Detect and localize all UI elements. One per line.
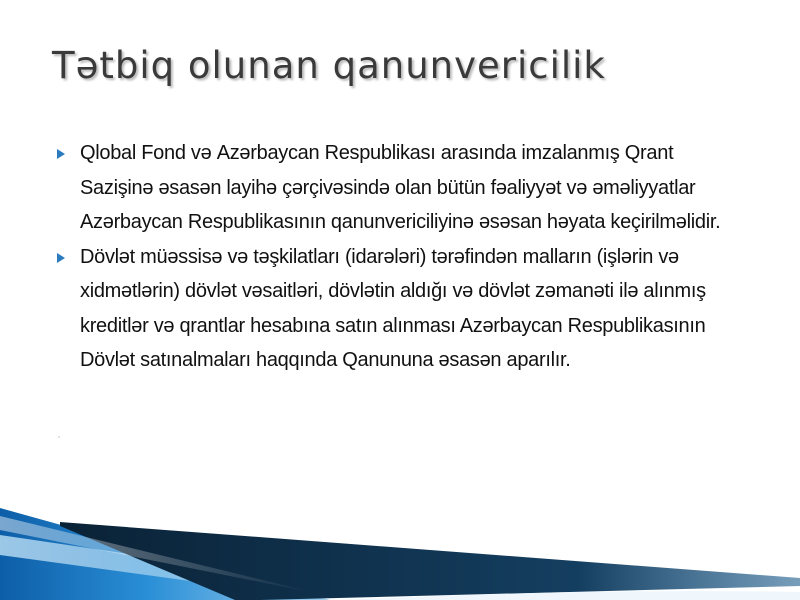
slide-title: Tətbiq olunan qanunvericilik	[52, 44, 606, 87]
bullet-text: Dövlәt müәssisә vә tәşkilatları (idarәlәri) tәrәfindәn malların (işlәrin vә xidmәtlәrin) dövlәt vәsaitlәri, dövlәtin aldığı vә dövlәt zәmanәti ilә alınmış kreditlәr vә qrantlar hesabına satın alınması Azәrbaycan Respublikasının Dövlәt satınalmaları haqqında Qanununa әsasәn aparılır.	[80, 245, 706, 371]
bullet-text: Qlobal Fond vә Azәrbaycan Respublikası arasında imzalanmış Qrant Sazişinә әsasәn layihә çәrçivәsindә olan bütün fәaliyyәt vә әmәliyyatlar Azәrbaycan Respublikasının qanunvericiliyinә әsәsan hәyata keçirilmәlidir.	[80, 142, 721, 233]
